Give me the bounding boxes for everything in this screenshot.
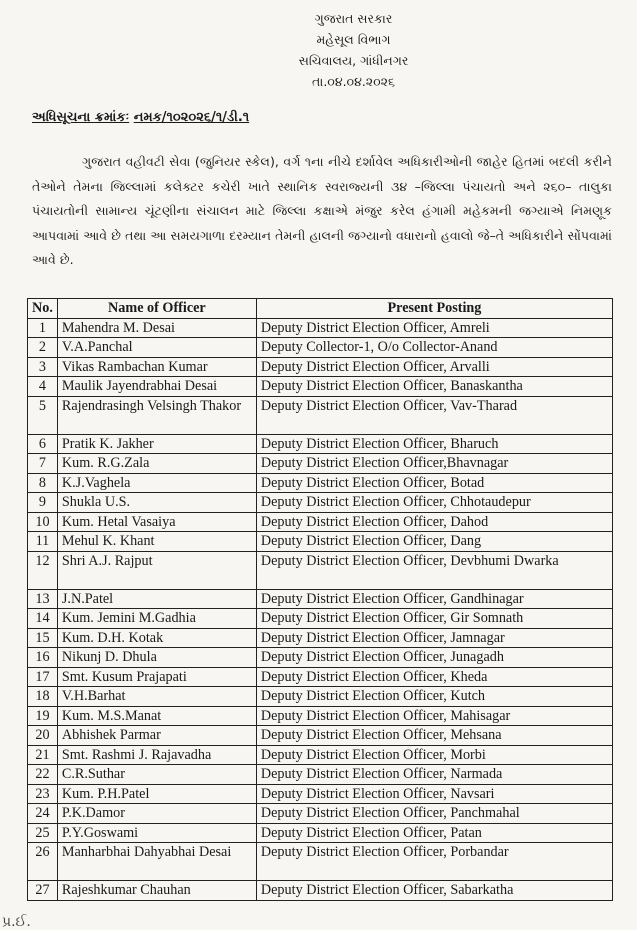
table-row xyxy=(28,377,613,397)
cell-name: Shukla U.S. xyxy=(57,493,256,513)
table-row xyxy=(28,804,613,824)
table-row xyxy=(28,512,613,532)
cell-no: 4 xyxy=(28,377,58,397)
cell-no: 19 xyxy=(28,706,58,726)
cell-posting: Deputy District Election Officer, Morbi xyxy=(256,745,612,765)
cell-name: Mehul K. Khant xyxy=(57,532,256,552)
cell-no: 17 xyxy=(28,667,58,687)
cell-no: 3 xyxy=(28,357,58,377)
cell-name: Kum. R.G.Zala xyxy=(57,454,256,474)
cell-no: 9 xyxy=(28,493,58,513)
document-header xyxy=(0,8,637,92)
cell-posting: Deputy District Election Officer, Gandhinagar xyxy=(256,589,612,609)
cell-posting: Deputy District Election Officer, Dang xyxy=(256,532,612,552)
table-row xyxy=(28,396,613,434)
cell-name: Kum. Hetal Vasaiya xyxy=(57,512,256,532)
cell-no: 8 xyxy=(28,473,58,493)
document-date: તા.૦૪.૦૪.૨૦૨૬ xyxy=(311,74,396,89)
cell-name: V.A.Panchal xyxy=(57,338,256,358)
cell-name: Manharbhai Dahyabhai Desai xyxy=(57,843,256,881)
cell-posting: Deputy District Election Officer, Amreli xyxy=(256,318,612,338)
cell-posting: Deputy District Election Officer, Arvalli xyxy=(256,357,612,377)
cell-posting: Deputy District Election Officer, Mehsana xyxy=(256,726,612,746)
cell-no: 22 xyxy=(28,765,58,785)
cell-name: Abhishek Parmar xyxy=(57,726,256,746)
cell-no: 6 xyxy=(28,434,58,454)
table-row xyxy=(28,589,613,609)
cell-name: K.J.Vaghela xyxy=(57,473,256,493)
cell-posting: Deputy District Election Officer, Sabarkatha xyxy=(256,881,612,901)
cell-no: 18 xyxy=(28,687,58,707)
table-row xyxy=(28,667,613,687)
cell-name: Maulik Jayendrabhai Desai xyxy=(57,377,256,397)
cell-name: Kum. M.S.Manat xyxy=(57,706,256,726)
cell-no: 10 xyxy=(28,512,58,532)
table-row xyxy=(28,706,613,726)
cell-no: 2 xyxy=(28,338,58,358)
table-row xyxy=(28,726,613,746)
header-name: Name of Officer xyxy=(57,299,256,319)
cell-posting: Deputy Collector-1, O/o Collector-Anand xyxy=(256,338,612,358)
cell-no: 11 xyxy=(28,532,58,552)
page-mark: પ્ર.ઈ. xyxy=(2,914,31,930)
cell-no: 26 xyxy=(28,843,58,881)
cell-posting: Deputy District Election Officer, Chhotaudepur xyxy=(256,493,612,513)
cell-no: 12 xyxy=(28,551,58,589)
cell-posting: Deputy District Election Officer, Banaskantha xyxy=(256,377,612,397)
notification-number xyxy=(32,110,249,125)
table-row xyxy=(28,628,613,648)
cell-no: 25 xyxy=(28,823,58,843)
cell-name: Kum. D.H. Kotak xyxy=(57,628,256,648)
table-row xyxy=(28,784,613,804)
cell-name: J.N.Patel xyxy=(57,589,256,609)
office-location: સચિવાલય, ગાંધીનગર xyxy=(298,53,409,68)
cell-name: Vikas Rambachan Kumar xyxy=(57,357,256,377)
table-row xyxy=(28,609,613,629)
cell-posting: Deputy District Election Officer, Botad xyxy=(256,473,612,493)
table-row xyxy=(28,434,613,454)
cell-no: 7 xyxy=(28,454,58,474)
cell-posting: Deputy District Election Officer, Patan xyxy=(256,823,612,843)
cell-name: Kum. Jemini M.Gadhia xyxy=(57,609,256,629)
cell-name: P.Y.Goswami xyxy=(57,823,256,843)
cell-no: 1 xyxy=(28,318,58,338)
cell-no: 13 xyxy=(28,589,58,609)
cell-name: Smt. Rashmi J. Rajavadha xyxy=(57,745,256,765)
table-row xyxy=(28,823,613,843)
cell-name: C.R.Suthar xyxy=(57,765,256,785)
table-row xyxy=(28,493,613,513)
officer-table xyxy=(27,298,613,901)
cell-no: 21 xyxy=(28,745,58,765)
cell-posting: Deputy District Election Officer, Mahisagar xyxy=(256,706,612,726)
cell-name: Rajendrasingh Velsingh Thakor xyxy=(57,396,256,434)
notification-label: અધિસૂચના ક્રમાંકઃ xyxy=(32,110,130,125)
table-row xyxy=(28,765,613,785)
cell-name: P.K.Damor xyxy=(57,804,256,824)
cell-posting: Deputy District Election Officer, Porbandar xyxy=(256,843,612,881)
table-row xyxy=(28,551,613,589)
cell-posting: Deputy District Election Officer, Junagadh xyxy=(256,648,612,668)
table-row xyxy=(28,338,613,358)
cell-posting: Deputy District Election Officer, Vav-Tharad xyxy=(256,396,612,434)
table-row xyxy=(28,881,613,901)
cell-posting: Deputy District Election Officer, Kheda xyxy=(256,667,612,687)
cell-posting: Deputy District Election Officer, Narmada xyxy=(256,765,612,785)
department-name: મહેસૂલ વિભાગ xyxy=(316,32,391,47)
cell-name: Kum. P.H.Patel xyxy=(57,784,256,804)
cell-no: 27 xyxy=(28,881,58,901)
cell-no: 16 xyxy=(28,648,58,668)
cell-posting: Deputy District Election Officer, Navsari xyxy=(256,784,612,804)
cell-posting: Deputy District Election Officer, Bharuch xyxy=(256,434,612,454)
table-row xyxy=(28,687,613,707)
cell-no: 15 xyxy=(28,628,58,648)
cell-posting: Deputy District Election Officer, Panchmahal xyxy=(256,804,612,824)
cell-posting: Deputy District Election Officer,Bhavnagar xyxy=(256,454,612,474)
table-header-row xyxy=(28,299,613,319)
cell-no: 24 xyxy=(28,804,58,824)
cell-no: 5 xyxy=(28,396,58,434)
cell-name: Pratik K. Jakher xyxy=(57,434,256,454)
cell-name: Nikunj D. Dhula xyxy=(57,648,256,668)
cell-no: 20 xyxy=(28,726,58,746)
cell-posting: Deputy District Election Officer, Gir Somnath xyxy=(256,609,612,629)
table-row xyxy=(28,318,613,338)
table-row xyxy=(28,473,613,493)
cell-posting: Deputy District Election Officer, Kutch xyxy=(256,687,612,707)
cell-name: Shri A.J. Rajput xyxy=(57,551,256,589)
govt-name: ગુજરાત સરકાર xyxy=(314,11,393,26)
cell-posting: Deputy District Election Officer, Dahod xyxy=(256,512,612,532)
cell-name: V.H.Barhat xyxy=(57,687,256,707)
cell-no: 23 xyxy=(28,784,58,804)
body-paragraph xyxy=(32,150,612,273)
header-posting: Present Posting xyxy=(256,299,612,319)
table-row xyxy=(28,357,613,377)
table-row xyxy=(28,648,613,668)
table-row xyxy=(28,532,613,552)
notification-code: નમક/૧૦૨૦૨૬/૧/ડી.૧ xyxy=(133,110,250,125)
body-text: ગુજરાત વહીવટી સેવા (જુનિયર સ્કેલ), વર્ગ ૧ના નીચે દર્શાવેલ અધિકારીઓની જાહેર હિતમાં બદલી કરીને તેઓને તેમના જિલ્લામાં કલેક્ટર કચેરી ખાતે સ્થાનિક સ્વરાજ્યની ૩૪ –જિલ્લા પંચાયતો અને ૨૬૦– તાલુકા પંચાયતોની સામાન્ય ચૂંટણીના સંચાલન માટે જિલ્લા કક્ષાએ મંજુર કરેલ હંગામી મહેકમની જગ્યાએ નિમણૂક આપવામાં આવે છે તથા આ સમયગાળા દરમ્યાન તેમની હાલની જગ્યાનો વધારાનો હવાલો જે–તે અધિકારીને સોંપવામાં આવે છે. xyxy=(32,154,612,267)
cell-name: Mahendra M. Desai xyxy=(57,318,256,338)
cell-name: Rajeshkumar Chauhan xyxy=(57,881,256,901)
cell-no: 14 xyxy=(28,609,58,629)
cell-posting: Deputy District Election Officer, Devbhumi Dwarka xyxy=(256,551,612,589)
table-row xyxy=(28,745,613,765)
cell-name: Smt. Kusum Prajapati xyxy=(57,667,256,687)
table-row xyxy=(28,843,613,881)
header-no: No. xyxy=(28,299,58,319)
table-row xyxy=(28,454,613,474)
cell-posting: Deputy District Election Officer, Jamnagar xyxy=(256,628,612,648)
